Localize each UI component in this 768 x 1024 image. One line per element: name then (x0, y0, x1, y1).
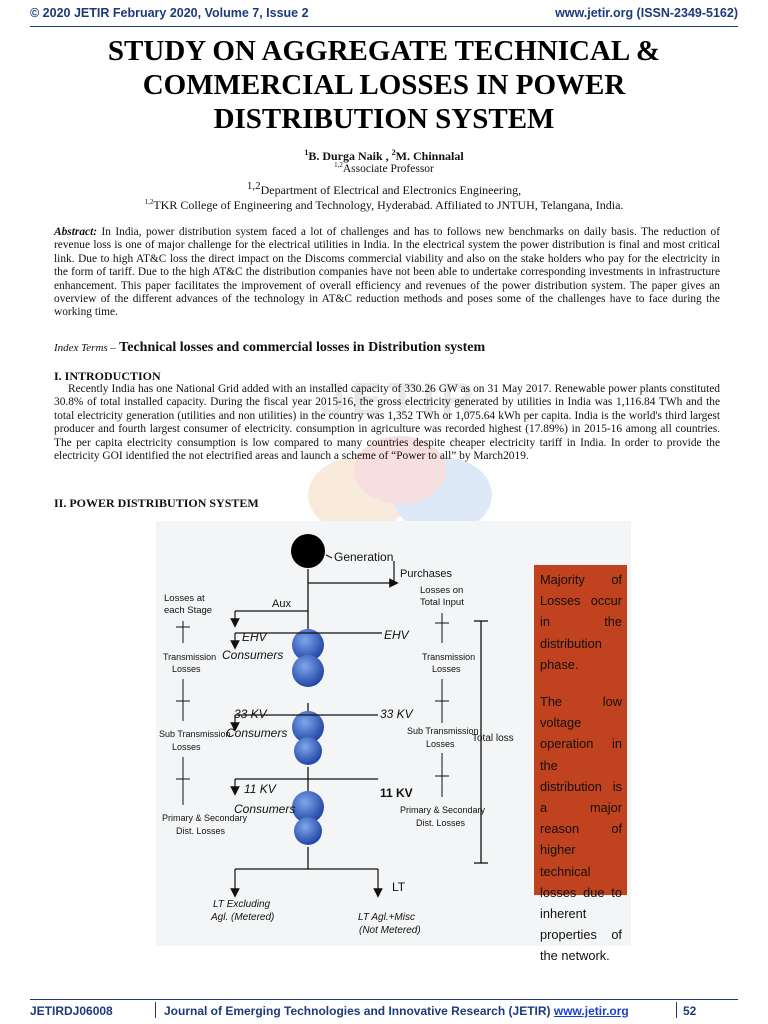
kv11-consumers-label: Consumers (234, 802, 296, 816)
purchases-label: Purchases (400, 568, 452, 580)
ehv-consumers-label: Consumers (222, 648, 284, 662)
footer-rule (30, 999, 738, 1000)
kv33-left-label: 33 KV (234, 707, 267, 721)
author2-sup: 2 (391, 148, 396, 157)
generation-node (291, 534, 325, 568)
primary-secondary-right-line2: Dist. Losses (416, 818, 466, 828)
footer-divider-2 (676, 1002, 677, 1018)
losses-each-stage-line2: each Stage (164, 605, 213, 616)
page-number: 52 (683, 1004, 697, 1018)
losses-each-stage-line1: Losses at (164, 593, 205, 604)
header-journal-info: © 2020 JETIR February 2020, Volume 7, Issue 2 (30, 6, 309, 20)
lt-excluding-line1: LT Excluding (213, 899, 271, 910)
footer-journal-name: Journal of Emerging Technologies and Innovative Research (JETIR) (164, 1004, 554, 1018)
primary-secondary-left-line2: Dist. Losses (176, 826, 226, 836)
sub-transmission-right-line2: Losses (426, 739, 455, 749)
abstract (54, 226, 720, 320)
aux-label: Aux (272, 598, 291, 610)
sub-transmission-right-line1: Sub Transmission (407, 726, 479, 736)
author2-name: M. Chinnalal (395, 149, 464, 163)
lt-label: LT (392, 880, 406, 894)
sub-transmission-left-line1: Sub Transmission (159, 729, 231, 739)
introduction-paragraph: Recently India has one National Grid added with an installed capacity of 330.26 GW as on 31 May 2017. Renewable power plants constituted 30.8% of total installed capacity. During the fiscal year 2015-16, the gross electricity generated by utilities in India was 1,116.84 TWh and the total electricity generation (utilities and non utilities) in the country was 1,352 TWh or 1,075.64 kWh per capita. India is the world's third largest producer and fourth largest consumer of electricity. consumption in agriculture was recorded highest (17.89%) in 2015-16 among all countries. The per capita electricity consumption is low compared to many countries despite cheaper electricity tariff in India. In order to provide the electricity GOI identified the not electrified areas and launch a scheme of “Power to all” by March2019. (54, 383, 720, 463)
lt-agl-line1: LT Agl.+Misc (358, 912, 415, 923)
dept-sup: 1,2 (246, 180, 261, 192)
author-separator: , (382, 149, 392, 163)
author-college (0, 198, 768, 213)
section-heading-power-distribution: II. POWER DISTRIBUTION SYSTEM (54, 496, 259, 510)
transmission-losses-left-line1: Transmission (163, 652, 217, 662)
paper-title: STUDY ON AGGREGATE TECHNICAL & COMMERCIAL LOSSES IN POWER DISTRIBUTION SYSTEM (107, 35, 661, 135)
distribution-losses-callout (534, 565, 627, 964)
header-website-issn: www.jetir.org (ISSN-2349-5162) (555, 6, 738, 20)
footer-paper-id: JETIRDJ06008 (30, 1004, 113, 1018)
index-terms (54, 340, 720, 356)
watermark-text: JETIR (319, 373, 481, 425)
callout-text-low-voltage: The low voltage operation in the distribution is a major reason of higher technical losses due to inherent properties of the network. (540, 694, 622, 964)
primary-secondary-left-line1: Primary & Secondary (162, 813, 248, 823)
author1-sup: 1 (304, 148, 309, 157)
abstract-text: In India, power distribution system faced a lot of challenges and has to follows new benchmarks on daily basis. The reduction of revenue loss is one of major challenge for the electrical utilities in India. In the electrical system the power distribution is final and most critical link. Due to high AT&C loss the direct impact on the Discoms commercial viability and also on the stake holders who pay for the electricity in the form of tariff. Due to the high AT&C the distribution companies have not been able to undertake corresponding investments in infrastructure enhancement. This paper facilitates the improvement of overall efficiency and revenues of the power distribution system. The paper gives an overview of the different advances of the technology in AT&C reduction methods and poses some of the challenges have to face during the working time. (54, 226, 720, 319)
author-department (0, 180, 768, 198)
ehv-right-label: EHV (384, 628, 409, 642)
role-text: Associate Professor (342, 162, 434, 175)
footer-journal (164, 1004, 629, 1018)
header-rule (30, 26, 738, 27)
section-heading-introduction: I. INTRODUCTION (54, 369, 161, 383)
role-sup: 1,2 (334, 161, 343, 169)
college-sup: 1,2 (144, 198, 154, 206)
ehv-left-label: EHV (242, 630, 267, 644)
lt-excluding-line2: Agl. (Metered) (211, 912, 275, 923)
transmission-losses-left-line2: Losses (172, 664, 201, 674)
index-terms-label: Index Terms – (54, 342, 116, 354)
kv11-left-label: 11 KV (244, 782, 276, 796)
footer-website-link[interactable]: www.jetir.org (553, 1004, 629, 1018)
kv33-right-label: 33 KV (380, 707, 413, 721)
footer-divider (155, 1002, 156, 1018)
losses-total-input-line2: Total Input (420, 597, 464, 608)
author-role (0, 161, 768, 175)
abstract-label: Abstract: (54, 226, 98, 238)
dept-text: Department of Electrical and Electronics Engineering, (260, 183, 522, 197)
generation-label: Generation (334, 550, 394, 564)
losses-total-input-line1: Losses on (420, 585, 464, 596)
total-loss-label: Total loss (472, 733, 514, 744)
kv33-consumers-label: Consumers (226, 726, 288, 740)
callout-text-majority: Majority of Losses occur in the distribution phase. (540, 572, 622, 672)
college-text: TKR College of Engineering and Technology, Hyderabad. Affiliated to JNTUH, Telangana, India. (153, 198, 624, 212)
lt-agl-line2: (Not Metered) (359, 925, 421, 936)
index-terms-text: Technical losses and commercial losses in Distribution system (115, 340, 486, 355)
transmission-losses-right-line2: Losses (432, 664, 461, 674)
transmission-losses-right-line1: Transmission (422, 652, 476, 662)
sub-transmission-left-line2: Losses (172, 742, 201, 752)
primary-secondary-right-line1: Primary & Secondary (400, 805, 486, 815)
kv11-right-label: 11 KV (380, 786, 413, 800)
author1-name: B. Durga Naik (308, 149, 383, 163)
power-distribution-figure (156, 521, 631, 964)
